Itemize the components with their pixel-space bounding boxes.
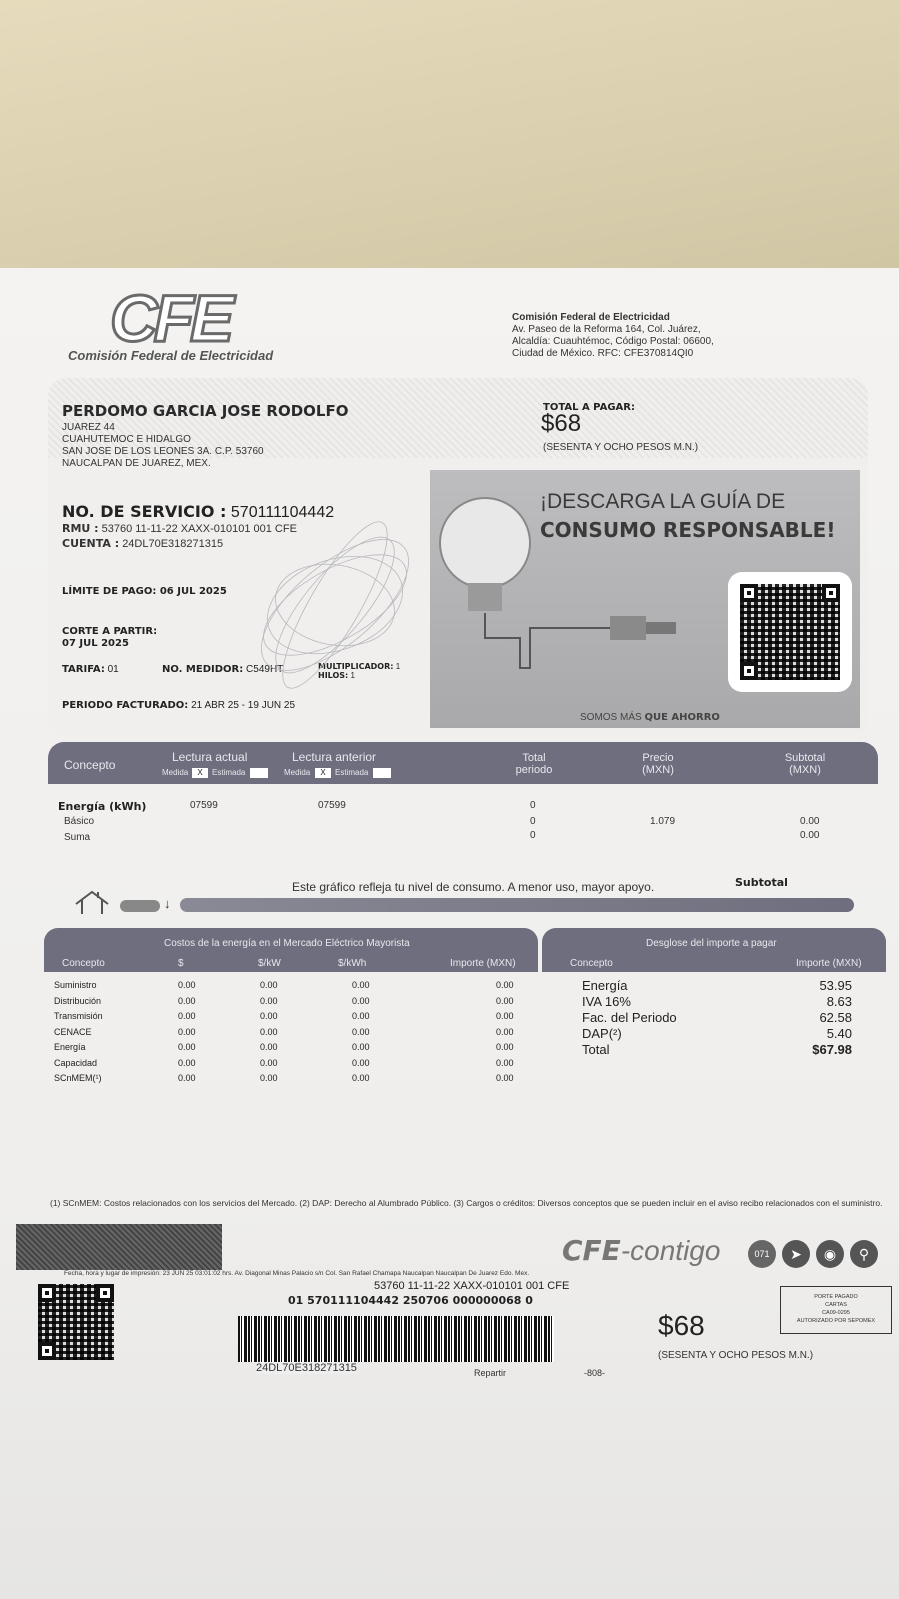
cell: SCnMEM(¹) (54, 1073, 102, 1083)
cell: Energía (54, 1042, 86, 1052)
market-title: Costos de la energía en el Mercado Eléctrico Mayorista (164, 938, 410, 949)
footnote: (1) SCnMEM: Costos relacionados con los servicios del Mercado. (2) DAP: Derecho al Alumbrado Público. (3) Cargos o créditos: Diversos conceptos que se pueden incluir en el aviso recibo relacionados con el suministro. (50, 1198, 883, 1208)
total-label: TOTAL A PAGAR: (543, 402, 635, 413)
estimada-checkbox (250, 768, 268, 778)
market-col: Importe (MXN) (450, 958, 516, 969)
rmu-label: RMU : (62, 522, 99, 535)
cell: 0.00 (178, 980, 196, 990)
barcode-text: 24DL70E318271315 (256, 1362, 357, 1374)
promo-footer-normal: SOMOS MÁS (580, 712, 645, 723)
market-col: $/kWh (338, 958, 367, 969)
company-address-line: Ciudad de México. RFC: CFE370814QI0 (512, 348, 694, 359)
porte-line: CA09-0295 (822, 1310, 850, 1316)
company-address-line: Av. Paseo de la Reforma 164, Col. Juárez, (512, 324, 701, 335)
periodo-label: PERIODO FACTURADO: (62, 700, 189, 711)
table-surface (0, 0, 899, 285)
company-address-line: Alcaldía: Cuauhtémoc, Código Postal: 06600, (512, 336, 714, 347)
cell: Distribución (54, 995, 102, 1006)
cfe-logo: CFE (110, 281, 230, 355)
cell: 0.00 (260, 1011, 278, 1021)
promo-line1: ¡DESCARGA LA GUÍA DE (540, 490, 786, 513)
cell: IVA 16% (582, 994, 631, 1009)
cfe-contigo-logo: CFE-contigo (562, 1234, 721, 1267)
app-icon[interactable]: ◉ (816, 1240, 844, 1268)
porte-line: PORTE PAGADO (814, 1294, 858, 1300)
cuenta-value: 24DL70E318271315 (122, 538, 224, 550)
cell: 0.00 (496, 995, 514, 1006)
cell: 0.00 (496, 1011, 514, 1021)
stub-rmu: 53760 11-11-22 XAXX-010101 001 CFE (374, 1280, 570, 1292)
cell: CENACE (54, 1026, 92, 1037)
cell: 0.00 (260, 1042, 278, 1052)
service-number-label: NO. DE SERVICIO : (62, 502, 227, 521)
cell: 0.00 (260, 1026, 278, 1037)
address-line: JUAREZ 44 (62, 422, 115, 433)
hilos-label: HILOS: (318, 671, 349, 680)
row-concepto: Suma (64, 832, 91, 843)
row-subtotal: 0.00 (800, 816, 820, 827)
customer-address (62, 422, 264, 470)
address-line: CUAHUTEMOC E HIDALGO (62, 434, 191, 445)
cell: 0.00 (352, 1042, 370, 1052)
payment-deadline: LÍMITE DE PAGO: 06 JUL 2025 (62, 586, 227, 597)
promo-qr-code[interactable] (740, 584, 840, 680)
company-address (512, 312, 732, 360)
house-icon (72, 888, 112, 916)
cell: Transmisión (54, 1011, 103, 1021)
total-words: (SESENTA Y OCHO PESOS M.N.) (543, 442, 699, 453)
cell: 5.40 (826, 1026, 852, 1041)
graph-subtotal-label: Subtotal (735, 876, 788, 889)
cell: 0.00 (352, 995, 370, 1006)
stub-words: (SESENTA Y OCHO PESOS M.N.) (658, 1350, 814, 1361)
stub-qr-code[interactable] (38, 1284, 114, 1360)
phone-071-icon[interactable]: 071 (748, 1240, 776, 1268)
barcode-number: 01 570111104442 250706 000000068 0 (288, 1294, 533, 1307)
cell: 0.00 (496, 980, 514, 990)
medidor-label: NO. MEDIDOR: (162, 664, 244, 675)
promo-footer (580, 712, 720, 723)
row-total: 0 (530, 816, 536, 827)
cuenta-label: CUENTA : (62, 537, 120, 550)
qr-finder (38, 1284, 56, 1302)
porte-pagado-box (780, 1286, 892, 1334)
market-col: $ (178, 958, 184, 969)
promo-line2: CONSUMO RESPONSABLE! (540, 518, 836, 542)
graph-caption: Este gráfico refleja tu nivel de consumo. A menor uso, mayor apoyo. (292, 880, 655, 894)
consumption-level-marker (120, 900, 160, 912)
cutoff-date (62, 626, 157, 650)
qr-finder (96, 1284, 114, 1302)
cell: Suministro (54, 980, 97, 990)
lectura-anterior-value: 07599 (318, 800, 346, 811)
cell: $67.98 (812, 1042, 852, 1057)
qr-finder (740, 584, 758, 602)
desglose-col: Concepto (570, 958, 613, 969)
tarifa-label: TARIFA: (62, 664, 105, 675)
cell: 0.00 (496, 1073, 514, 1083)
desglose-col: Importe (MXN) (796, 958, 862, 969)
cell: 0.00 (496, 1057, 514, 1068)
col-estimada: Estimada (212, 768, 246, 777)
row-total: 0 (530, 830, 536, 841)
cell: 0.00 (496, 1042, 514, 1052)
porte-line: AUTORIZADO POR SEPOMEX (796, 1318, 876, 1324)
cell: 0.00 (260, 1057, 278, 1068)
cell: 0.00 (260, 1073, 278, 1083)
cell: 0.00 (352, 980, 370, 990)
cell: 62.58 (819, 1010, 852, 1025)
table-row (582, 994, 852, 1010)
col-subtotal (770, 752, 840, 776)
qr-finder (38, 1342, 56, 1360)
table-row (582, 1026, 852, 1042)
porte-line: CARTAS (825, 1302, 847, 1308)
cutoff-label: CORTE A PARTIR: (62, 626, 158, 637)
cell: Total (582, 1042, 610, 1057)
hilos-value: 1 (350, 671, 355, 680)
consumption-bar (180, 898, 854, 912)
cell: 0.00 (352, 1026, 370, 1037)
table-row (582, 978, 852, 994)
cell: 0.00 (496, 1026, 514, 1037)
cell: 8.63 (826, 994, 852, 1009)
col-concepto: Concepto (64, 758, 116, 772)
col-total-line: periodo (515, 764, 553, 776)
market-rows (54, 980, 524, 1089)
cell: 0.00 (178, 1073, 196, 1083)
stub-amount: $68 (658, 1310, 705, 1341)
desglose-rows (582, 978, 852, 1058)
arrow-down-icon: ↓ (164, 896, 171, 911)
medidor-value: C549HT (246, 664, 284, 675)
table-row (54, 1073, 524, 1089)
estimada-checkbox (373, 768, 391, 778)
cell: 0.00 (178, 1011, 196, 1021)
cell: 0.00 (352, 1073, 370, 1083)
tarifa-value: 01 (107, 664, 119, 675)
table-row (54, 1011, 524, 1027)
cell: 0.00 (178, 1026, 196, 1037)
desglose-title: Desglose del importe a pagar (646, 938, 777, 949)
cell: 53.95 (819, 978, 852, 993)
cuenta (62, 538, 223, 550)
cfe-logo-subtitle: Comisión Federal de Electricidad (68, 348, 274, 363)
qr-finder (822, 584, 840, 602)
col-lectura-anterior: Lectura anterior (292, 750, 377, 764)
cell: DAP(²) (582, 1026, 622, 1041)
qr-finder (740, 662, 758, 680)
table-row (54, 1058, 524, 1074)
cell: 0.00 (352, 1057, 370, 1068)
col-estimada: Estimada (335, 768, 369, 777)
rmu-value: 53760 11-11-22 XAXX-010101 001 CFE (101, 523, 297, 535)
cell: 0.00 (178, 1057, 196, 1068)
market-col: Concepto (62, 958, 105, 969)
redacted-block (16, 1224, 222, 1270)
col-lectura-actual: Lectura actual (172, 750, 248, 764)
repartir-label: Repartir (474, 1368, 507, 1378)
cell: 0.00 (178, 1042, 196, 1052)
print-info: Fecha, hora y lugar de impresión: 23 JUN 25 03:01:02 hrs. Av. Diagonal Minas Palacio s/n Col. San Rafael Chamapa Naucalpan Naucalpan De Juarez Edo. Mex. (64, 1270, 530, 1277)
cell: 0.00 (260, 980, 278, 990)
col-precio (628, 752, 688, 776)
col-medida: Medida (162, 768, 189, 777)
periodo-value: 21 ABR 25 - 19 JUN 25 (191, 700, 296, 711)
col-subtotal-line: Subtotal (784, 752, 826, 764)
barcode (238, 1316, 554, 1362)
col-precio-line: (MXN) (642, 764, 674, 776)
address-line: NAUCALPAN DE JUAREZ, MEX. (62, 458, 211, 469)
col-total-line: Total (522, 752, 546, 764)
energia-total-value: 0 (530, 800, 536, 811)
cutoff-value: 07 JUL 2025 (62, 638, 129, 649)
company-name: Comisión Federal de Electricidad (512, 312, 670, 323)
location-icon[interactable]: ⚲ (850, 1240, 878, 1268)
market-col: $/kW (258, 958, 281, 969)
row-concepto: Básico (64, 816, 95, 827)
guilloche-pattern (240, 480, 430, 730)
col-precio-line: Precio (642, 752, 674, 764)
tarifa (62, 664, 119, 675)
contigo-word: contigo (630, 1235, 721, 1266)
service-number-value: 570111104442 (230, 504, 335, 521)
table-row (582, 1010, 852, 1026)
medida-checkbox: X (315, 768, 331, 778)
total-amount: $68 (541, 410, 582, 437)
address-line: SAN JOSE DE LOS LEONES 3A. C.P. 53760 (62, 446, 264, 457)
contigo-cfe: CFE (562, 1234, 621, 1267)
cell: 0.00 (178, 995, 196, 1006)
col-total (504, 752, 564, 776)
cell: Fac. del Periodo (582, 1010, 677, 1025)
energia-label: Energía (kWh) (58, 800, 147, 813)
col-medida: Medida (284, 768, 311, 777)
table-row (582, 1042, 852, 1058)
multiplicador-value: 1 (395, 662, 401, 671)
telegram-icon[interactable]: ➤ (782, 1240, 810, 1268)
cell: Capacidad (54, 1057, 98, 1068)
customer-name: PERDOMO GARCIA JOSE RODOLFO (62, 402, 349, 420)
cell: 0.00 (352, 1011, 370, 1021)
table-row (54, 980, 524, 996)
table-row (54, 996, 524, 1012)
promo-footer-bold: QUE AHORRO (644, 712, 720, 723)
col-subtotal-line: (MXN) (789, 764, 821, 776)
cell: 0.00 (260, 995, 278, 1006)
medida-checkbox: X (192, 768, 208, 778)
row-subtotal: 0.00 (800, 830, 820, 841)
multiplicador-label: MULTIPLICADOR: (318, 662, 394, 671)
stub-code: -808- (584, 1368, 606, 1378)
table-row (54, 1042, 524, 1058)
lectura-actual-value: 07599 (190, 800, 218, 811)
table-row (54, 1027, 524, 1043)
row-precio: 1.079 (650, 816, 676, 827)
cell: Energía (582, 978, 628, 993)
